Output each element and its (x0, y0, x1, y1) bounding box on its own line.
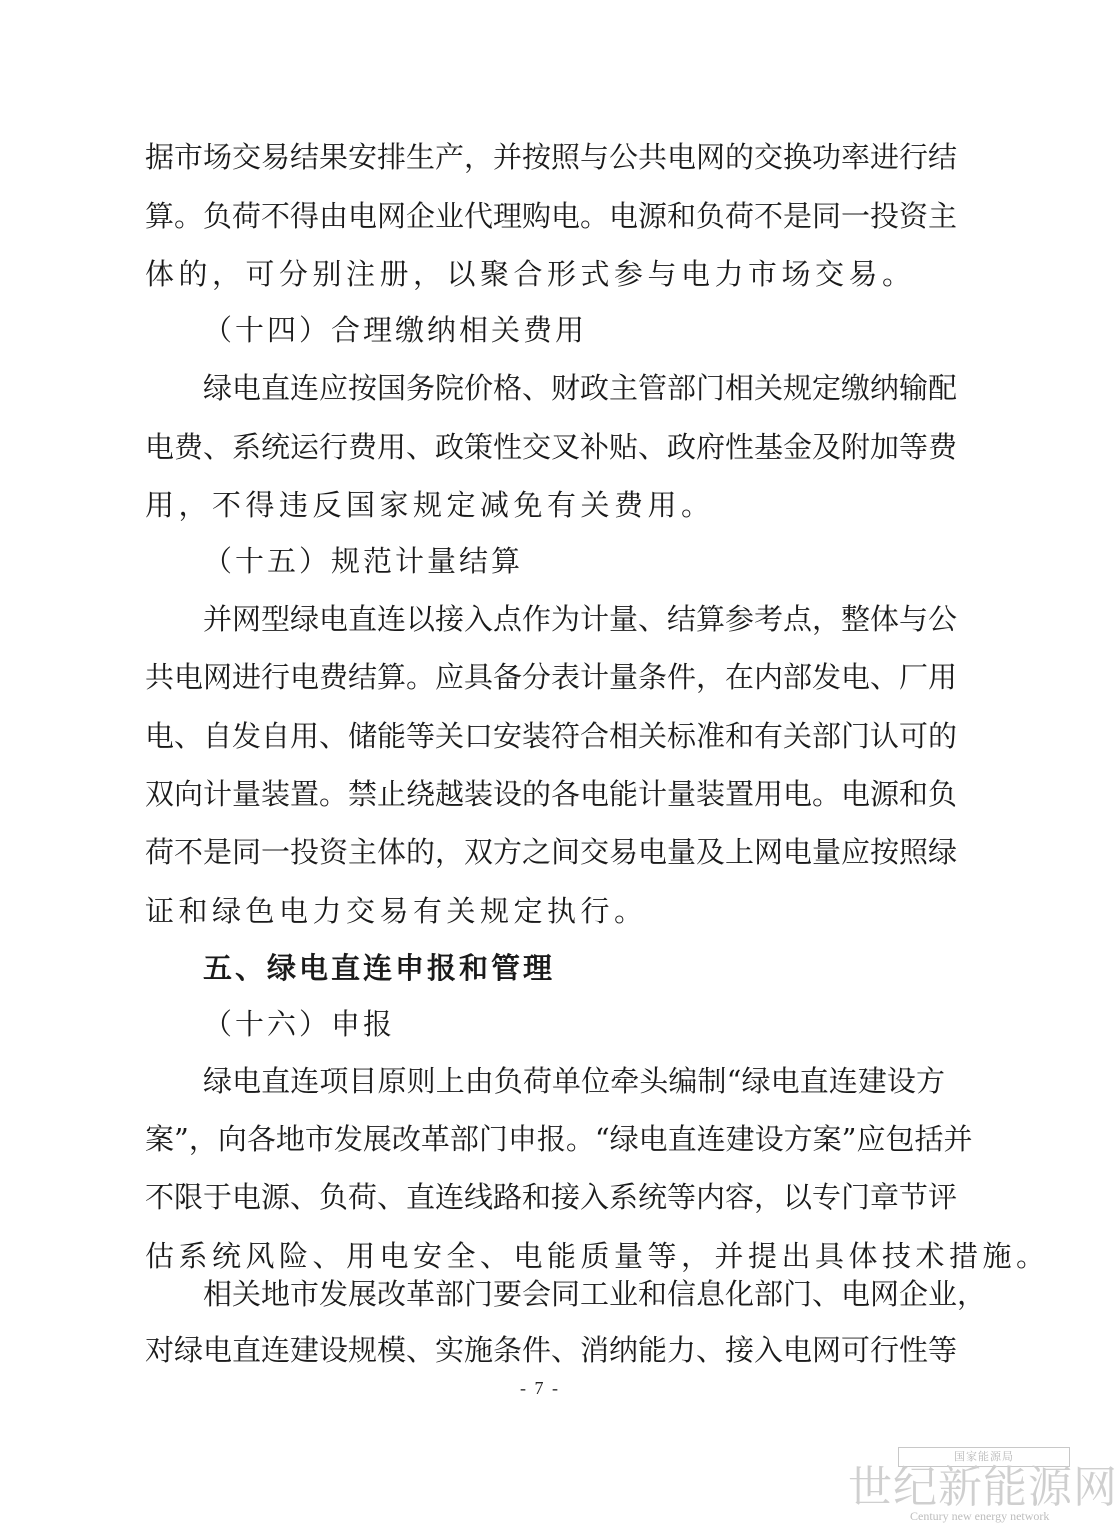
paragraph-line: 相关地市发展改革部门要会同工业和信息化部门、电网企业， (203, 1277, 987, 1311)
paragraph-line: 并网型绿电直连以接入点作为计量、结算参考点，整体与公 (203, 602, 958, 636)
watermark-logo-text: 世纪新能源网 (848, 1462, 1118, 1513)
section-subheading: （十六）申报 (203, 1007, 396, 1041)
paragraph-line: 电、自发自用、储能等关口安装符合相关标准和有关部门认可的 (145, 719, 958, 753)
paragraph-line: 绿电直连应按国务院价格、财政主管部门相关规定缴纳输配 (203, 371, 958, 405)
paragraph-line: 体的，可分别注册，以聚合形式参与电力市场交易。 (145, 257, 916, 291)
paragraph-line: 算。负荷不得由电网企业代理购电。电源和负荷不是同一投资主 (145, 199, 958, 233)
paragraph-line: 绿电直连项目原则上由负荷单位牵头编制“绿电直连建设方 (203, 1064, 945, 1098)
paragraph-line: 不限于电源、负荷、直连线路和接入系统等内容，以专门章节评 (145, 1180, 958, 1214)
section-subheading: （十四）合理缴纳相关费用 (203, 313, 588, 347)
paragraph-line: 案”，向各地市发展改革部门申报。“绿电直连建设方案”应包括并 (145, 1122, 973, 1156)
paragraph-line: 共电网进行电费结算。应具备分表计量条件，在内部发电、厂用 (145, 660, 958, 694)
paragraph-line: 用，不得违反国家规定减免有关费用。 (145, 488, 715, 522)
paragraph-line: 证和绿色电力交易有关规定执行。 (145, 894, 648, 928)
paragraph-line: 据市场交易结果安排生产，并按照与公共电网的交换功率进行结 (145, 140, 958, 174)
watermark-top-text: 国家能源局 (898, 1447, 1070, 1467)
paragraph-line: 估系统风险、用电安全、电能质量等，并提出具体技术措施。 (145, 1239, 1050, 1273)
page-number: - 7 - (520, 1378, 560, 1398)
section-heading: 五、绿电直连申报和管理 (203, 951, 556, 985)
watermark (848, 1447, 1118, 1523)
section-subheading: （十五）规范计量结算 (203, 544, 524, 578)
watermark-subtext: Century new energy network (910, 1509, 1050, 1523)
paragraph-line: 电费、系统运行费用、政策性交叉补贴、政府性基金及附加等费 (145, 430, 958, 464)
paragraph-line: 双向计量装置。禁止绕越装设的各电能计量装置用电。电源和负 (145, 777, 958, 811)
paragraph-line: 荷不是同一投资主体的，双方之间交易电量及上网电量应按照绿 (145, 835, 958, 869)
paragraph-line: 对绿电直连建设规模、实施条件、消纳能力、接入电网可行性等 (145, 1333, 958, 1367)
